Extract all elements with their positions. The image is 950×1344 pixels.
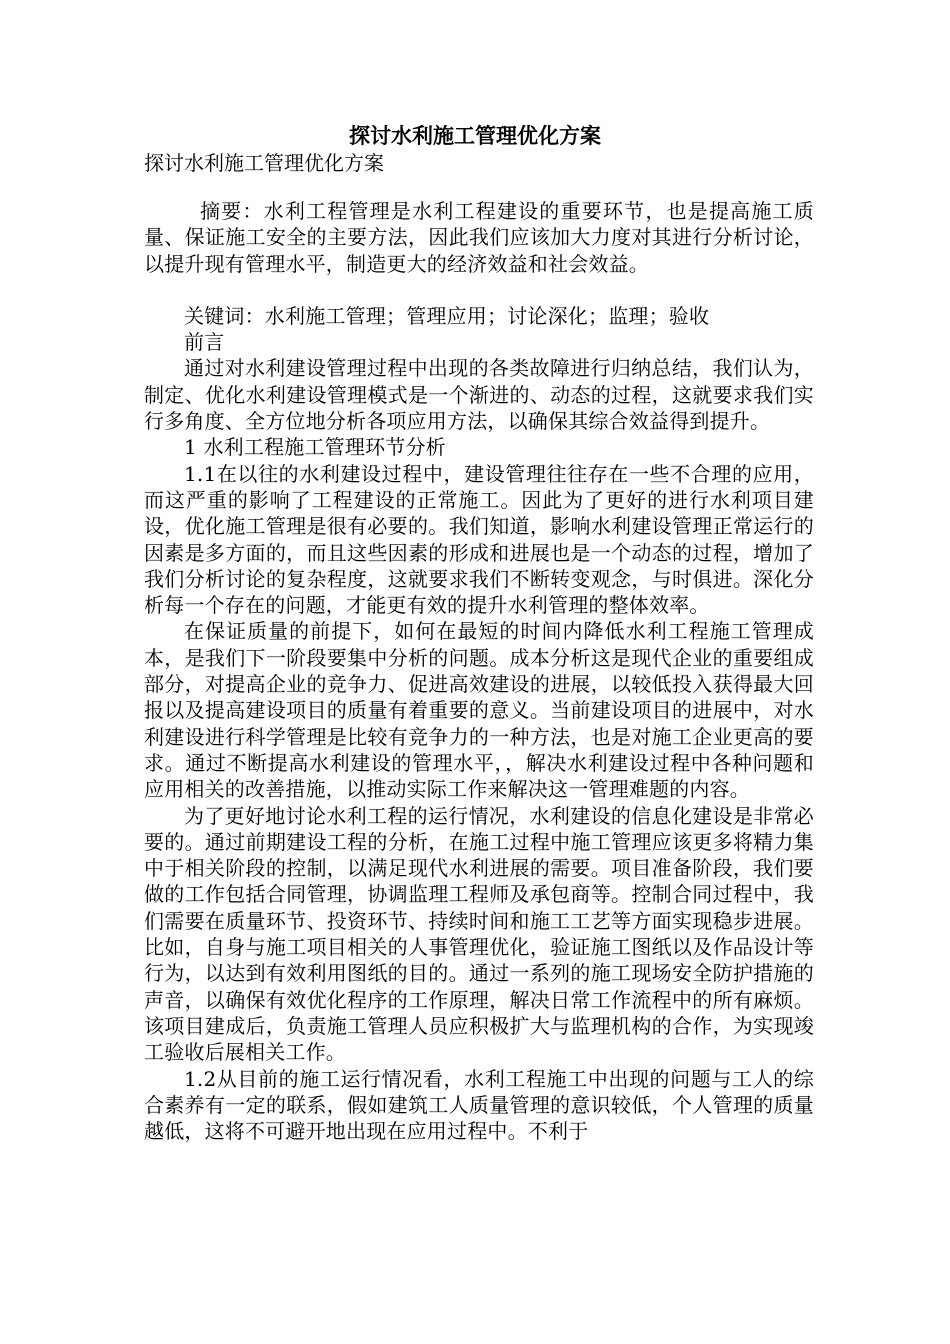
paragraph-1-1: 1.1在以往的水利建设过程中，建设管理往往存在一些不合理的应用，而这严重的影响了工程建设的正常施工。因此为了更好的进行水利项目建设，优化施工管理是很有必要的。我们知道，影响水利建设管理正常运行的因素是多方面的，而且这些因素的形成和进展也是一个动态的过程，增加了我们分析讨论的复杂程度，这就要求我们不断转变观念，与时俱进。深化分析每一个存在的问题，才能更有效的提升水利管理的整体效率。 — [144, 461, 814, 618]
document-title: 探讨水利施工管理优化方案 — [349, 123, 601, 148]
paragraph-1-2: 1.2从目前的施工运行情况看，水利工程施工中出现的问题与工人的综合素养有一定的联系，假如建筑工人质量管理的意识较低，个人管理的质量越低，这将不可避开地出现在应用过程中。不利于 — [144, 1066, 814, 1144]
preface-heading: 前言 — [184, 330, 225, 355]
preface-paragraph: 通过对水利建设管理过程中出现的各类故障进行归纳总结，我们认为，制定、优化水利建设管理模式是一个渐进的、动态的过程，这就要求我们实行多角度、全方位地分析各项应用方法，以确保其综合效益得到提升。 — [144, 356, 814, 434]
document-subtitle: 探讨水利施工管理优化方案 — [144, 151, 384, 175]
document-body — [144, 198, 814, 1144]
keywords-line: 关键词：水利施工管理；管理应用；讨论深化；监理；验收 — [184, 303, 710, 328]
paragraph-info: 为了更好地讨论水利工程的运行情况，水利建设的信息化建设是非常必要的。通过前期建设工程的分析，在施工过程中施工管理应该更多将精力集中于相关阶段的控制，以满足现代水利进展的需要。项目准备阶段，我们要做的工作包括合同管理，协调监理工程师及承包商等。控制合同过程中，我们需要在质量环节、投资环节、持续时间和施工工艺等方面实现稳步进展。比如，自身与施工项目相关的人事管理优化，验证施工图纸以及作品设计等行为，以达到有效利用图纸的目的。通过一系列的施工现场安全防护措施的声音，以确保有效优化程序的工作原理，解决日常工作流程中的所有麻烦。该项目建成后，负责施工管理人员应积极扩大与监理机构的合作，为实现竣工验收后展相关工作。 — [144, 803, 814, 1065]
abstract-paragraph: 摘要：水利工程管理是水利工程建设的重要环节，也是提高施工质量、保证施工安全的主要方法，因此我们应该加大力度对其进行分析讨论，以提升现有管理水平，制造更大的经济效益和社会效益。 — [144, 199, 814, 276]
paragraph-cost: 在保证质量的前提下，如何在最短的时间内降低水利工程施工管理成本，是我们下一阶段要集中分析的问题。成本分析这是现代企业的重要组成部分，对提高企业的竞争力、促进高效建设的进展，以较低投入获得最大回报以及提高建设项目的质量有着重要的意义。当前建设项目的进展中，对水利建设进行科学管理是比较有竞争力的一种方法，也是对施工企业更高的要求。通过不断提高水利建设的管理水平，，解决水利建设过程中各种问题和应用相关的改善措施，以推动实际工作来解决这一管理难题的内容。 — [144, 619, 814, 802]
section-1-heading: 1 水利工程施工管理环节分析 — [184, 435, 446, 460]
